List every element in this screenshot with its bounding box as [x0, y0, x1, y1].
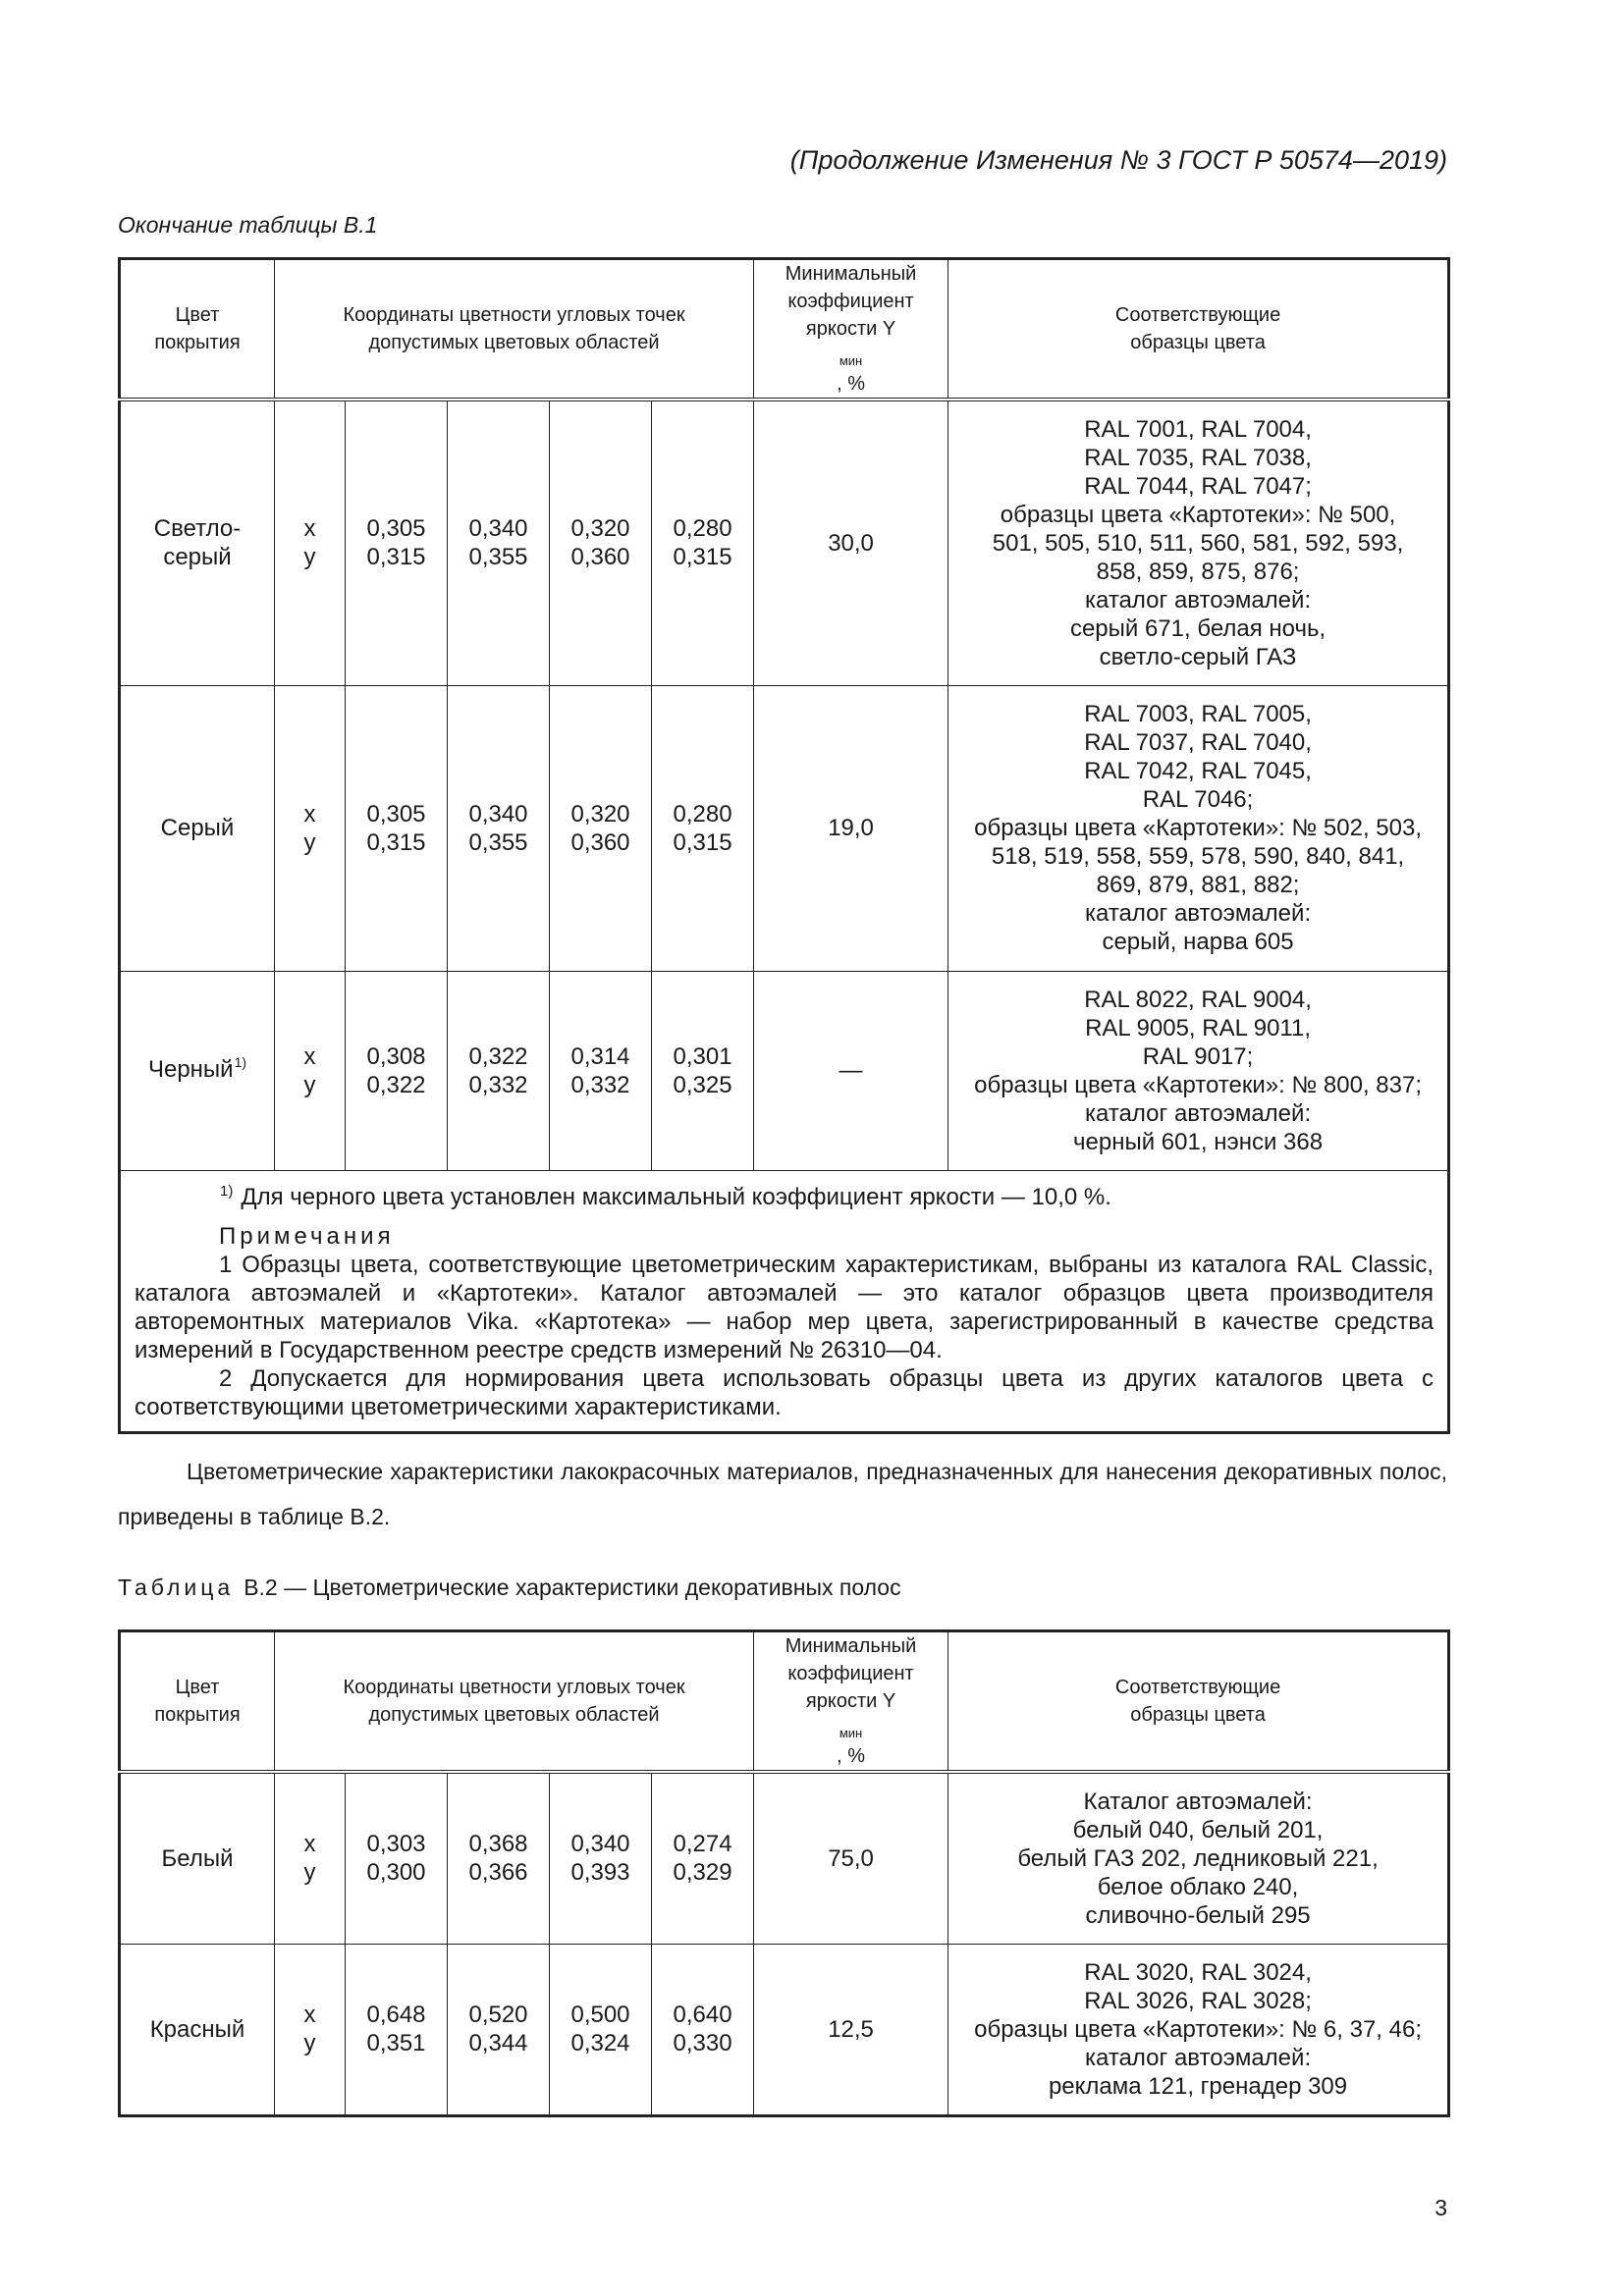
footnote: $^{1)}$ Для черного цвета установлен максимальный коэффициент яркости — 10,0 %.	[220, 1182, 1111, 1210]
cell-point: 0,520 0,344	[448, 1944, 550, 2115]
table-row	[120, 1944, 1449, 2115]
body-paragraph: Цветометрические характеристики лакокрасочных материалов, предназначенных для нанесения декоративных полос, приведены в таблице В.2.	[118, 1459, 1447, 1529]
table-notes-row	[120, 1170, 1449, 1432]
cell-samples: Каталог автоэмалей: белый 040, белый 201, белый ГАЗ 202, ледниковый 221, белое облако 240, сливочно-белый 295	[948, 1772, 1449, 1944]
cell-point: 0,305 0,315	[346, 400, 448, 685]
cell-point: 0,320 0,360	[550, 400, 652, 685]
cell-point: 0,308 0,322	[346, 971, 448, 1170]
cell-brightness: 12,5	[754, 1944, 948, 2115]
col-header-color: Цвет покрытия	[120, 1631, 275, 1773]
cell-point: 0,322 0,332	[448, 971, 550, 1170]
table-header-row	[120, 1631, 1449, 1773]
document-header: (Продолжение Изменения № 3 ГОСТ Р 50574—2019)	[789, 145, 1447, 175]
cell-axes: x y	[275, 400, 346, 685]
table-row	[120, 971, 1449, 1170]
table-b2	[118, 1629, 1450, 2117]
cell-point: 0,340 0,355	[448, 685, 550, 971]
cell-axes: x y	[275, 1772, 346, 1944]
cell-color: Красный	[120, 1944, 275, 2115]
cell-point: 0,305 0,315	[346, 685, 448, 971]
cell-point: 0,303 0,300	[346, 1772, 448, 1944]
cell-point: 0,314 0,332	[550, 971, 652, 1170]
note-1: 1 Образцы цвета, соответствующие цветометрическим характеристикам, выбраны из каталога RAL Classic, каталога автоэмалей и «Картотеки». Каталог автоэмалей — это каталог образцов цвета производителя авторемонтных материалов Vika. «Картотека» — набор мер цвета, зарегистрированный в качестве средства измерений в Государственном реестре средств измерений № 26310—04.	[135, 1251, 1435, 1363]
table-row	[120, 685, 1449, 971]
cell-samples: RAL 3020, RAL 3024, RAL 3026, RAL 3028; образцы цвета «Картотеки»: № 6, 37, 46; каталог автоэмалей: реклама 121, гренадер 309	[948, 1944, 1449, 2115]
table-b1-caption: Окончание таблицы В.1	[118, 212, 378, 238]
table-b2-caption: Таблица В.2 — Цветометрические характеристики декоративных полос	[118, 1575, 901, 1600]
cell-color: Белый	[120, 1772, 275, 1944]
cell-point: 0,640 0,330	[652, 1944, 754, 2115]
table-row	[120, 400, 1449, 685]
table-row	[120, 1772, 1449, 1944]
col-header-brightness: Минимальный коэффициент яркости Y мин , %	[754, 1631, 948, 1773]
col-header-color: Цвет покрытия	[120, 259, 275, 400]
cell-color: Черный$^{1)}$	[120, 971, 275, 1170]
cell-color: Светло- серый	[120, 400, 275, 685]
cell-brightness: 75,0	[754, 1772, 948, 1944]
cell-axes: x y	[275, 971, 346, 1170]
col-header-samples: Соответствующие образцы цвета	[948, 259, 1449, 400]
col-header-coords: Координаты цветности угловых точек допустимых цветовых областей	[275, 259, 754, 400]
notes-title: Примечания	[219, 1222, 395, 1250]
col-header-brightness: Минимальный коэффициент яркости Y мин , %	[754, 259, 948, 400]
cell-point: 0,368 0,366	[448, 1772, 550, 1944]
page-number: 3	[1435, 2195, 1447, 2220]
table-b1	[118, 257, 1450, 1434]
table-notes	[120, 1170, 1449, 1432]
cell-brightness: —	[754, 971, 948, 1170]
cell-samples: RAL 8022, RAL 9004, RAL 9005, RAL 9011, RAL 9017; образцы цвета «Картотеки»: № 800, 837; каталог автоэмалей: черный 601, нэнси 368	[948, 971, 1449, 1170]
cell-point: 0,274 0,329	[652, 1772, 754, 1944]
cell-axes: x y	[275, 1944, 346, 2115]
cell-brightness: 19,0	[754, 685, 948, 971]
cell-point: 0,648 0,351	[346, 1944, 448, 2115]
cell-point: 0,280 0,315	[652, 400, 754, 685]
cell-point: 0,340 0,393	[550, 1772, 652, 1944]
cell-color: Серый	[120, 685, 275, 971]
col-header-samples: Соответствующие образцы цвета	[948, 1631, 1449, 1773]
cell-samples: RAL 7003, RAL 7005, RAL 7037, RAL 7040, RAL 7042, RAL 7045, RAL 7046; образцы цвета «Картотеки»: № 502, 503, 518, 519, 558, 559, 578, 590, 840, 841, 869, 879, 881, 882; каталог автоэмалей: серый, нарва 605	[948, 685, 1449, 971]
cell-point: 0,340 0,355	[448, 400, 550, 685]
cell-point: 0,500 0,324	[550, 1944, 652, 2115]
note-2: 2 Допускается для нормирования цвета использовать образцы цвета из других каталогов цвета с соответствующими цветометрическими характеристиками.	[135, 1364, 1435, 1420]
cell-samples: RAL 7001, RAL 7004, RAL 7035, RAL 7038, RAL 7044, RAL 7047; образцы цвета «Картотеки»: № 500, 501, 505, 510, 511, 560, 581, 592, 593, 858, 859, 875, 876; каталог автоэмалей: серый 671, белая ночь, светло-серый ГАЗ	[948, 400, 1449, 685]
cell-brightness: 30,0	[754, 400, 948, 685]
col-header-coords: Координаты цветности угловых точек допустимых цветовых областей	[275, 1631, 754, 1773]
table-header-row	[120, 259, 1449, 400]
cell-point: 0,320 0,360	[550, 685, 652, 971]
cell-point: 0,301 0,325	[652, 971, 754, 1170]
cell-axes: x y	[275, 685, 346, 971]
cell-point: 0,280 0,315	[652, 685, 754, 971]
